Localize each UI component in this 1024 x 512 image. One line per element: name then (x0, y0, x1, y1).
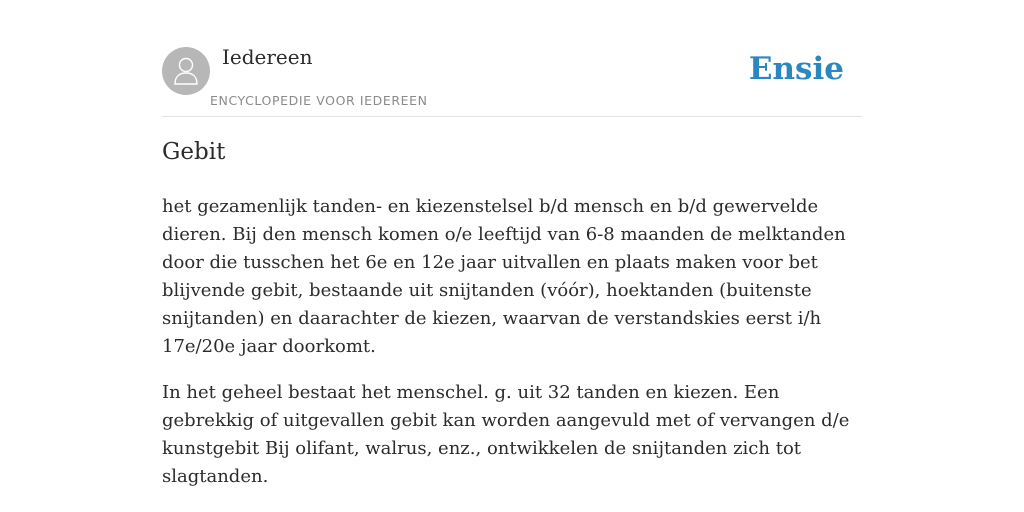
avatar[interactable] (162, 47, 210, 95)
site-logo[interactable]: Ensie (748, 51, 844, 87)
article-title: Gebit (162, 139, 226, 165)
article-paragraph: het gezamenlijk tanden- en kiezenstelsel b/d mensch en b/d gewervelde dieren. Bij den mensch komen o/e leeftijd van 6-8 maanden de melktanden door die tusschen het 6e en 12e jaar uitvallen en plaats maken voor bet blijvende gebit, bestaande uit snijtanden (vóór), hoektanden (buitenste snijtanden) en daarachter de kiezen, waarvan de verstandskies eerst i/h 17e/20e jaar doorkomt. (162, 196, 846, 357)
article-body (162, 193, 867, 509)
user-avatar-icon (173, 56, 199, 86)
page-header (162, 0, 862, 117)
article-paragraph: In het geheel bestaat het menschel. g. uit 32 tanden en kiezen. Een gebrekkig of uitgevallen gebit kan worden aangevuld met of vervangen d/e kunstgebit Bij olifant, walrus, enz., ontwikkelen de snijtanden zich tot slagtanden. (162, 382, 850, 487)
author-subtitle: ENCYCLOPEDIE VOOR IEDEREEN (210, 93, 428, 108)
author-name-link[interactable]: Iedereen (222, 45, 313, 69)
